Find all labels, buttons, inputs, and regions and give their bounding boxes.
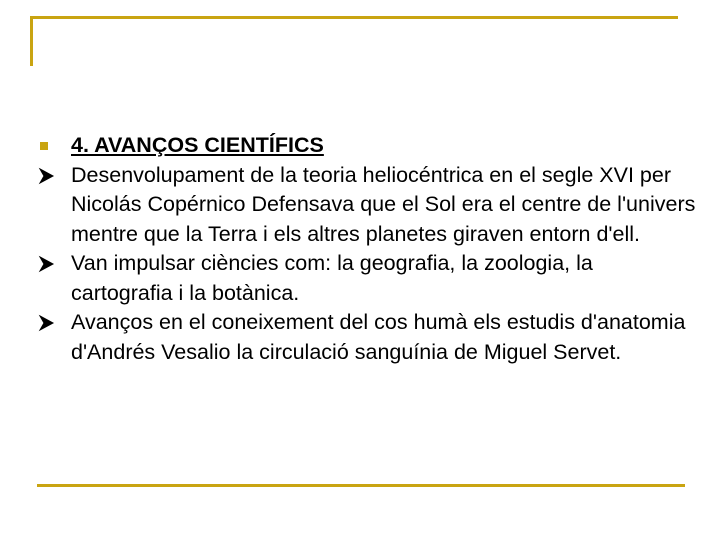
arrow-bullet-icon — [38, 249, 58, 279]
frame-top-rule — [30, 16, 678, 19]
bullet-item — [38, 308, 698, 367]
frame-left-rule — [30, 16, 33, 66]
frame-bottom-rule — [37, 484, 685, 487]
bullet-text: Van impulsar ciències com: la geografia, la zoologia, la cartografia i la botànica. — [71, 251, 593, 305]
arrow-bullet-icon — [38, 308, 58, 338]
arrow-bullet-icon — [38, 161, 58, 191]
bullet-text: Desenvolupament de la teoria heliocéntrica en el segle XVI per Nicolás Copérnico Defensava que el Sol era el centre de l'univers mentre que la Terra i els altres planetes giraven entorn d'ell. — [71, 162, 696, 246]
section-heading: 4. AVANÇOS CIENTÍFICS — [71, 133, 324, 157]
slide-body — [38, 131, 698, 367]
bullet-text: Avanços en el coneixement del cos humà els estudis d'anatomia d'Andrés Vesalio la circulació sanguínia de Miguel Servet. — [71, 310, 686, 364]
bullet-item — [38, 161, 698, 250]
heading-item — [38, 131, 698, 161]
bullet-item — [38, 249, 698, 308]
square-bullet-icon — [40, 142, 48, 150]
